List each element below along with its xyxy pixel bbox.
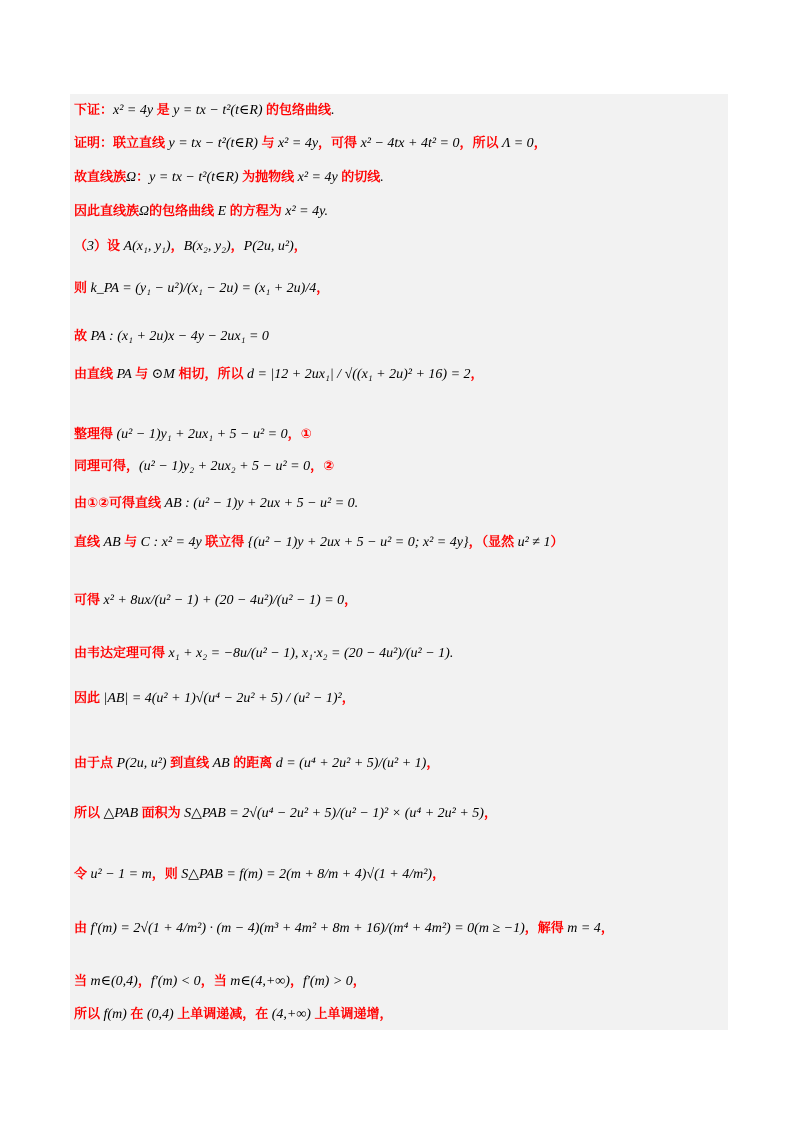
text-segment: 所以 xyxy=(74,1007,101,1022)
text-segment: 到直线 xyxy=(170,756,210,771)
text-segment: ， xyxy=(344,593,358,608)
math-segment: P(2u, u²) xyxy=(243,239,294,254)
line-1 xyxy=(74,104,335,118)
math-segment: (0,4) xyxy=(143,1007,178,1022)
text-segment: 下证： xyxy=(74,103,114,118)
text-segment: 上单调递增， xyxy=(314,1007,393,1022)
math-segment: x² = 4y xyxy=(113,103,157,118)
math-segment: m = 4 xyxy=(563,921,601,936)
math-segment: Ω xyxy=(126,170,137,185)
math-segment: AB xyxy=(100,535,125,550)
math-segment: f(m) xyxy=(100,1007,131,1022)
math-segment: f′(m) < 0 xyxy=(150,974,201,989)
text-segment: 上单调递减，在 xyxy=(177,1007,269,1022)
math-segment: y = tx − t²(t∈R) xyxy=(169,103,267,118)
text-segment: ， xyxy=(600,921,614,936)
math-segment: x² = 4y xyxy=(274,136,319,151)
text-segment: 由 xyxy=(74,921,88,936)
text-segment: 的包络曲线 xyxy=(266,103,332,118)
text-segment: ， xyxy=(426,756,440,771)
line-11 xyxy=(74,497,358,511)
math-segment: PA : (x₁ + 2u)x − 4y − 2ux₁ = 0 xyxy=(87,329,269,344)
math-segment: y = tx − t²(t∈R) xyxy=(165,136,262,151)
math-segment: f′(m) = 2√(1 + 4/m²) · (m − 4)(m³ + 4m² + 8m + 16)/(m⁴ + 4m²) = 0(m ≥ −1) xyxy=(87,921,525,936)
math-segment: 3 xyxy=(87,239,95,254)
text-segment: ， xyxy=(316,281,330,296)
math-segment: k_PA = (y₁ − u²)/(x₁ − 2u) = (x₁ + 2u)/4 xyxy=(87,281,317,296)
content-panel xyxy=(70,94,728,1030)
math-segment: Ω xyxy=(139,204,150,219)
text-segment: ， xyxy=(230,239,244,254)
math-segment: f′(m) > 0 xyxy=(302,974,353,989)
line-8 xyxy=(74,368,484,382)
math-segment: (u² − 1)y₁ + 2ux₁ + 5 − u² = 0 xyxy=(113,427,288,442)
text-segment: 联立得 xyxy=(205,535,245,550)
text-segment: 同理可得， xyxy=(74,459,140,474)
line-19 xyxy=(74,922,614,936)
text-segment: 与 xyxy=(135,367,149,382)
text-segment: 可得 xyxy=(74,593,101,608)
line-18 xyxy=(74,868,445,882)
text-segment: ， xyxy=(341,691,355,706)
line-4 xyxy=(74,205,328,219)
math-segment: m∈(4,+∞) xyxy=(226,974,290,989)
math-segment: AB : (u² − 1)y + 2ux + 5 − u² = 0. xyxy=(161,496,359,511)
line-16 xyxy=(74,757,439,771)
math-segment: C : x² = 4y xyxy=(137,535,206,550)
line-7 xyxy=(74,330,269,344)
line-14 xyxy=(74,647,453,661)
text-segment: ，解得 xyxy=(524,921,564,936)
math-segment: y = tx − t²(t∈R) xyxy=(149,170,243,185)
math-segment: E xyxy=(214,204,230,219)
text-segment: ， xyxy=(289,974,303,989)
text-segment: 的包络曲线 xyxy=(149,204,215,219)
line-12 xyxy=(74,536,563,550)
math-segment: {(u² − 1)y + 2ux + 5 − u² = 0; x² = 4y} xyxy=(244,535,469,550)
text-segment: ， xyxy=(470,367,484,382)
text-segment: ， xyxy=(352,974,366,989)
text-segment: 的方程为 xyxy=(229,204,282,219)
math-segment: B(x₂, y₂) xyxy=(183,239,231,254)
line-17 xyxy=(74,807,497,821)
text-segment: 由①②可得直线 xyxy=(74,496,162,511)
text-segment: ，当 xyxy=(200,974,227,989)
text-segment: 相切，所以 xyxy=(178,367,244,382)
line-20 xyxy=(74,975,366,989)
text-segment: 因此直线族 xyxy=(74,204,140,219)
text-segment: （ xyxy=(74,239,88,254)
math-segment: x² − 4tx + 4t² = 0 xyxy=(357,136,460,151)
text-segment: ）设 xyxy=(94,239,121,254)
line-9 xyxy=(74,428,312,442)
text-segment: ，（显然 xyxy=(468,535,515,550)
text-segment: ，② xyxy=(310,459,335,474)
text-segment: 当 xyxy=(74,974,88,989)
line-2 xyxy=(74,137,547,151)
text-segment: 由于点 xyxy=(74,756,114,771)
line-13 xyxy=(74,594,357,608)
math-segment: m∈(0,4) xyxy=(87,974,138,989)
math-segment: . xyxy=(331,103,335,118)
text-segment: ： xyxy=(136,170,150,185)
text-segment: ， xyxy=(432,867,446,882)
math-segment: A(x₁, y₁) xyxy=(120,239,171,254)
text-segment: 在 xyxy=(130,1007,144,1022)
math-segment: x₁ + x₂ = −8u/(u² − 1), x₁·x₂ = (20 − 4u²)/(u² − 1). xyxy=(165,646,454,661)
text-segment: ， xyxy=(533,136,547,151)
math-segment: AB xyxy=(209,756,234,771)
text-segment: 面积为 xyxy=(141,806,181,821)
text-segment: 与 xyxy=(124,535,138,550)
text-segment: 为抛物线 xyxy=(242,170,295,185)
text-segment: ， xyxy=(137,974,151,989)
text-segment: ，可得 xyxy=(318,136,358,151)
text-segment: 故 xyxy=(74,329,88,344)
line-6 xyxy=(74,282,329,296)
text-segment: 则 xyxy=(74,281,88,296)
math-segment: d = |12 + 2ux₁| / √((x₁ + 2u)² + 16) = 2 xyxy=(243,367,471,382)
text-segment: 由直线 xyxy=(74,367,114,382)
text-segment: 由韦达定理可得 xyxy=(74,646,166,661)
math-segment: Λ = 0 xyxy=(498,136,534,151)
text-segment: ，则 xyxy=(151,867,178,882)
text-segment: 证明：联立直线 xyxy=(74,136,166,151)
math-segment: . xyxy=(380,170,384,185)
math-segment: u² ≠ 1 xyxy=(514,535,551,550)
text-segment: 所以 xyxy=(74,806,101,821)
math-segment: x² = 4y xyxy=(294,170,342,185)
line-5 xyxy=(74,240,307,254)
text-segment: ， xyxy=(170,239,184,254)
text-segment: 的距离 xyxy=(233,756,273,771)
math-segment: S△PAB = f(m) = 2(m + 8/m + 4)√(1 + 4/m²) xyxy=(177,867,433,882)
text-segment: 直线 xyxy=(74,535,101,550)
math-segment: x² = 4y. xyxy=(281,204,329,219)
text-segment: ， xyxy=(483,806,497,821)
math-segment: S△PAB = 2√(u⁴ − 2u² + 5)/(u² − 1)² × (u⁴ + 2u² + 5) xyxy=(180,806,484,821)
math-segment: (u² − 1)y₂ + 2ux₂ + 5 − u² = 0 xyxy=(139,459,311,474)
line-10 xyxy=(74,460,334,474)
text-segment: 的切线 xyxy=(341,170,381,185)
math-segment: |AB| = 4(u² + 1)√(u⁴ − 2u² + 5) / (u² − 1)² xyxy=(100,691,342,706)
text-segment: ） xyxy=(550,535,564,550)
math-segment: d = (u⁴ + 2u² + 5)/(u² + 1) xyxy=(272,756,427,771)
line-21 xyxy=(74,1008,392,1022)
text-segment: ，① xyxy=(287,427,312,442)
line-15 xyxy=(74,692,355,706)
text-segment: 令 xyxy=(74,867,88,882)
text-segment: 是 xyxy=(156,103,170,118)
math-segment: x² + 8ux/(u² − 1) + (20 − 4u²)/(u² − 1) = 0 xyxy=(100,593,345,608)
math-segment: PA xyxy=(113,367,136,382)
math-segment: △PAB xyxy=(100,806,142,821)
line-3 xyxy=(74,171,384,185)
math-segment: (4,+∞) xyxy=(268,1007,315,1022)
text-segment: 故直线族 xyxy=(74,170,127,185)
text-segment: 与 xyxy=(261,136,275,151)
text-segment: 整理得 xyxy=(74,427,114,442)
math-segment: P(2u, u²) xyxy=(113,756,171,771)
math-segment: ⊙M xyxy=(148,367,179,382)
text-segment: 因此 xyxy=(74,691,101,706)
text-segment: ， xyxy=(293,239,307,254)
text-segment: ，所以 xyxy=(459,136,499,151)
math-segment: u² − 1 = m xyxy=(87,867,152,882)
